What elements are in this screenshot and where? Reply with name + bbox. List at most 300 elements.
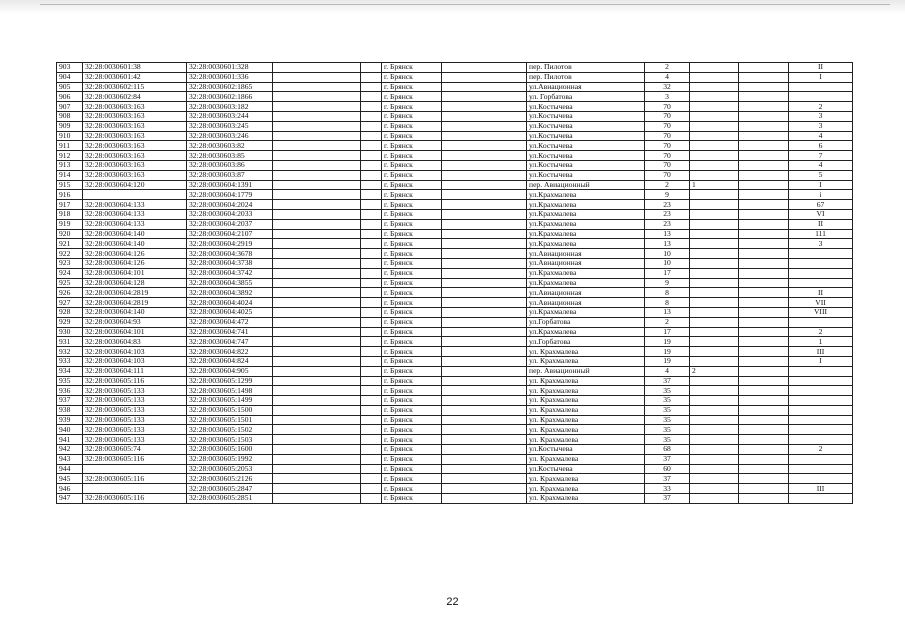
empty-cell [273, 327, 361, 337]
table-row [57, 464, 853, 474]
empty-cell [739, 170, 789, 180]
building-number: 1 [690, 180, 739, 190]
house-number: 8 [645, 288, 690, 298]
table-row [57, 356, 853, 366]
house-number: 35 [645, 396, 690, 406]
street-name: ул. Крахмалева [527, 376, 645, 386]
empty-cell [273, 376, 361, 386]
empty-cell [273, 464, 361, 474]
city-name: г. Брянск [382, 160, 442, 170]
apartment-number: 3 [789, 111, 853, 121]
building-number [690, 111, 739, 121]
house-number: 37 [645, 494, 690, 504]
quarter-number: 32:28:0030601:38 [83, 63, 187, 73]
apartment-number: 2 [789, 102, 853, 112]
city-name: г. Брянск [382, 170, 442, 180]
empty-cell [442, 131, 527, 141]
empty-cell [273, 347, 361, 357]
city-name: г. Брянск [382, 151, 442, 161]
building-number [690, 249, 739, 259]
street-name: ул. Крахмалева [527, 494, 645, 504]
cadastral-number: 32:28:0030604:2033 [187, 209, 273, 219]
apartment-number: 2 [789, 327, 853, 337]
table-row [57, 278, 853, 288]
table-row [57, 317, 853, 327]
house-number: 13 [645, 239, 690, 249]
house-number: 8 [645, 298, 690, 308]
empty-cell [273, 454, 361, 464]
street-name: ул.Крахмалева [527, 268, 645, 278]
house-number: 70 [645, 151, 690, 161]
building-number [690, 454, 739, 464]
row-number: 938 [57, 405, 83, 415]
city-name: г. Брянск [382, 180, 442, 190]
apartment-number: 4 [789, 160, 853, 170]
apartment-number: I [789, 356, 853, 366]
city-name: г. Брянск [382, 249, 442, 259]
house-number: 13 [645, 307, 690, 317]
apartment-number: I [789, 72, 853, 82]
empty-cell [442, 190, 527, 200]
empty-cell [361, 229, 382, 239]
empty-cell [361, 347, 382, 357]
table-row [57, 435, 853, 445]
house-number: 70 [645, 160, 690, 170]
street-name: ул.Горбатова [527, 317, 645, 327]
row-number: 906 [57, 92, 83, 102]
row-number: 940 [57, 425, 83, 435]
table-row [57, 111, 853, 121]
quarter-number: 32:28:0030605:116 [83, 376, 187, 386]
cadastral-number: 32:28:0030603:245 [187, 121, 273, 131]
house-number: 37 [645, 474, 690, 484]
table-row [57, 376, 853, 386]
building-number [690, 121, 739, 131]
empty-cell [273, 141, 361, 151]
empty-cell [739, 474, 789, 484]
cadastral-number: 32:28:0030605:1500 [187, 405, 273, 415]
empty-cell [361, 415, 382, 425]
empty-cell [361, 356, 382, 366]
table-row [57, 405, 853, 415]
empty-cell [739, 327, 789, 337]
apartment-number [789, 474, 853, 484]
row-number: 931 [57, 337, 83, 347]
table-row [57, 327, 853, 337]
street-name: ул.Крахмалева [527, 278, 645, 288]
row-number: 947 [57, 494, 83, 504]
table-row [57, 474, 853, 484]
apartment-number: 6 [789, 141, 853, 151]
house-number: 3 [645, 92, 690, 102]
empty-cell [273, 278, 361, 288]
table-row [57, 484, 853, 494]
row-number: 943 [57, 454, 83, 464]
empty-cell [739, 464, 789, 474]
cadastral-number: 32:28:0030604:2037 [187, 219, 273, 229]
house-number: 68 [645, 445, 690, 455]
cadastral-number: 32:28:0030603:246 [187, 131, 273, 141]
empty-cell [442, 288, 527, 298]
building-number [690, 494, 739, 504]
row-number: 903 [57, 63, 83, 73]
cadastral-number: 32:28:0030601:336 [187, 72, 273, 82]
house-number: 9 [645, 278, 690, 288]
cadastral-number: 32:28:0030604:1391 [187, 180, 273, 190]
empty-cell [273, 63, 361, 73]
street-name: ул.Костычева [527, 464, 645, 474]
city-name: г. Брянск [382, 445, 442, 455]
house-number: 10 [645, 258, 690, 268]
empty-cell [442, 72, 527, 82]
table-row [57, 131, 853, 141]
house-number: 2 [645, 317, 690, 327]
building-number [690, 141, 739, 151]
empty-cell [273, 258, 361, 268]
quarter-number: 32:28:0030604:2819 [83, 288, 187, 298]
empty-cell [273, 229, 361, 239]
apartment-number [789, 278, 853, 288]
apartment-number [789, 494, 853, 504]
cadastral-number: 32:28:0030604:4025 [187, 307, 273, 317]
street-name: ул.Крахмалева [527, 209, 645, 219]
table-row [57, 298, 853, 308]
street-name: ул. Крахмалева [527, 405, 645, 415]
quarter-number: 32:28:0030601:42 [83, 72, 187, 82]
house-number: 60 [645, 464, 690, 474]
building-number [690, 317, 739, 327]
empty-cell [273, 151, 361, 161]
empty-cell [442, 141, 527, 151]
city-name: г. Брянск [382, 474, 442, 484]
row-number: 907 [57, 102, 83, 112]
empty-cell [361, 258, 382, 268]
empty-cell [361, 317, 382, 327]
empty-cell [739, 415, 789, 425]
empty-cell [442, 229, 527, 239]
city-name: г. Брянск [382, 131, 442, 141]
building-number [690, 405, 739, 415]
empty-cell [273, 474, 361, 484]
building-number [690, 72, 739, 82]
quarter-number: 32:28:0030604:126 [83, 249, 187, 259]
table-row [57, 239, 853, 249]
cadastral-number: 32:28:0030604:747 [187, 337, 273, 347]
building-number [690, 386, 739, 396]
empty-cell [442, 160, 527, 170]
empty-cell [442, 464, 527, 474]
quarter-number: 32:28:0030605:133 [83, 415, 187, 425]
empty-cell [442, 415, 527, 425]
empty-cell [442, 219, 527, 229]
empty-cell [273, 366, 361, 376]
cadastral-number: 32:28:0030604:3892 [187, 288, 273, 298]
house-number: 4 [645, 72, 690, 82]
cadastral-number: 32:28:0030605:1299 [187, 376, 273, 386]
empty-cell [361, 209, 382, 219]
empty-cell [273, 102, 361, 112]
cadastral-number: 32:28:0030605:2851 [187, 494, 273, 504]
empty-cell [739, 63, 789, 73]
empty-cell [273, 386, 361, 396]
row-number: 921 [57, 239, 83, 249]
empty-cell [739, 425, 789, 435]
city-name: г. Брянск [382, 366, 442, 376]
empty-cell [442, 121, 527, 131]
building-number [690, 131, 739, 141]
street-name: пер. Авиационный [527, 366, 645, 376]
quarter-number: 32:28:0030604:140 [83, 307, 187, 317]
table-row [57, 268, 853, 278]
quarter-number: 32:28:0030604:101 [83, 268, 187, 278]
quarter-number: 32:28:0030605:133 [83, 425, 187, 435]
page-number: 22 [446, 596, 459, 608]
table-row [57, 121, 853, 131]
empty-cell [739, 258, 789, 268]
row-number: 917 [57, 200, 83, 210]
apartment-number [789, 464, 853, 474]
city-name: г. Брянск [382, 386, 442, 396]
table-row [57, 396, 853, 406]
city-name: г. Брянск [382, 141, 442, 151]
table-row [57, 63, 853, 73]
street-name: ул.Костычева [527, 151, 645, 161]
empty-cell [361, 445, 382, 455]
empty-cell [739, 366, 789, 376]
city-name: г. Брянск [382, 92, 442, 102]
street-name: ул.Авиационная [527, 298, 645, 308]
street-name: ул. Крахмалева [527, 415, 645, 425]
scan-top-edge [0, 0, 905, 14]
empty-cell [273, 200, 361, 210]
empty-cell [739, 151, 789, 161]
empty-cell [273, 405, 361, 415]
apartment-number: III [789, 347, 853, 357]
quarter-number: 32:28:0030605:116 [83, 474, 187, 484]
empty-cell [273, 92, 361, 102]
cadastral-number: 32:28:0030603:85 [187, 151, 273, 161]
empty-cell [273, 82, 361, 92]
row-number: 932 [57, 347, 83, 357]
empty-cell [442, 386, 527, 396]
cadastral-number: 32:28:0030605:1503 [187, 435, 273, 445]
empty-cell [273, 425, 361, 435]
empty-cell [442, 151, 527, 161]
row-number: 914 [57, 170, 83, 180]
cadastral-number: 32:28:0030605:1501 [187, 415, 273, 425]
city-name: г. Брянск [382, 425, 442, 435]
cadastral-number: 32:28:0030604:3855 [187, 278, 273, 288]
street-name: ул.Крахмалева [527, 327, 645, 337]
empty-cell [273, 72, 361, 82]
quarter-number: 32:28:0030605:133 [83, 435, 187, 445]
empty-cell [442, 317, 527, 327]
house-number: 70 [645, 111, 690, 121]
street-name: ул.Костычева [527, 160, 645, 170]
row-number: 933 [57, 356, 83, 366]
empty-cell [739, 307, 789, 317]
street-name: ул. Крахмалева [527, 484, 645, 494]
building-number [690, 445, 739, 455]
empty-cell [739, 337, 789, 347]
empty-cell [739, 356, 789, 366]
empty-cell [442, 298, 527, 308]
quarter-number: 32:28:0030604:93 [83, 317, 187, 327]
row-number: 926 [57, 288, 83, 298]
cadastral-number: 32:28:0030605:2126 [187, 474, 273, 484]
cadastral-number: 32:28:0030605:1600 [187, 445, 273, 455]
empty-cell [361, 278, 382, 288]
street-name: ул.Авиационная [527, 82, 645, 92]
apartment-number: 7 [789, 151, 853, 161]
row-number: 916 [57, 190, 83, 200]
registry-table [56, 62, 853, 504]
table-row [57, 366, 853, 376]
row-number: 922 [57, 249, 83, 259]
apartment-number: III [789, 484, 853, 494]
street-name: ул.Авиационная [527, 288, 645, 298]
empty-cell [273, 415, 361, 425]
registry-table-body [57, 63, 853, 504]
row-number: 935 [57, 376, 83, 386]
apartment-number [789, 268, 853, 278]
street-name: ул.Костычева [527, 131, 645, 141]
apartment-number [789, 405, 853, 415]
empty-cell [739, 102, 789, 112]
table-row [57, 494, 853, 504]
empty-cell [442, 278, 527, 288]
building-number [690, 92, 739, 102]
city-name: г. Брянск [382, 209, 442, 219]
empty-cell [361, 170, 382, 180]
cadastral-number: 32:28:0030604:905 [187, 366, 273, 376]
cadastral-number: 32:28:0030604:472 [187, 317, 273, 327]
row-number: 915 [57, 180, 83, 190]
table-row [57, 180, 853, 190]
empty-cell [361, 366, 382, 376]
empty-cell [273, 190, 361, 200]
empty-cell [442, 200, 527, 210]
city-name: г. Брянск [382, 258, 442, 268]
table-row [57, 209, 853, 219]
table-row [57, 249, 853, 259]
quarter-number: 32:28:0030603:163 [83, 102, 187, 112]
street-name: ул.Авиационная [527, 249, 645, 259]
city-name: г. Брянск [382, 317, 442, 327]
cadastral-number: 32:28:0030602:1865 [187, 82, 273, 92]
city-name: г. Брянск [382, 278, 442, 288]
quarter-number: 32:28:0030604:83 [83, 337, 187, 347]
row-number: 923 [57, 258, 83, 268]
street-name: ул.Костычева [527, 170, 645, 180]
street-name: ул.Авиационная [527, 258, 645, 268]
building-number [690, 396, 739, 406]
quarter-number: 32:28:0030604:103 [83, 356, 187, 366]
quarter-number: 32:28:0030604:126 [83, 258, 187, 268]
empty-cell [361, 435, 382, 445]
house-number: 35 [645, 405, 690, 415]
empty-cell [739, 435, 789, 445]
table-row [57, 102, 853, 112]
city-name: г. Брянск [382, 229, 442, 239]
quarter-number: 32:28:0030603:163 [83, 151, 187, 161]
cadastral-number: 32:28:0030604:3678 [187, 249, 273, 259]
quarter-number: 32:28:0030602:115 [83, 82, 187, 92]
empty-cell [739, 229, 789, 239]
street-name: ул. Крахмалева [527, 347, 645, 357]
building-number [690, 376, 739, 386]
street-name: ул.Костычева [527, 111, 645, 121]
quarter-number: 32:28:0030604:140 [83, 229, 187, 239]
empty-cell [442, 268, 527, 278]
cadastral-number: 32:28:0030603:86 [187, 160, 273, 170]
apartment-number [789, 82, 853, 92]
street-name: ул. Горбатова [527, 92, 645, 102]
empty-cell [739, 239, 789, 249]
cadastral-number: 32:28:0030605:2847 [187, 484, 273, 494]
house-number: 4 [645, 366, 690, 376]
row-number: 919 [57, 219, 83, 229]
apartment-number [789, 92, 853, 102]
street-name: ул.Костычева [527, 102, 645, 112]
empty-cell [273, 484, 361, 494]
city-name: г. Брянск [382, 396, 442, 406]
empty-cell [361, 141, 382, 151]
empty-cell [361, 307, 382, 317]
quarter-number: 32:28:0030605:74 [83, 445, 187, 455]
house-number: 2 [645, 63, 690, 73]
quarter-number: 32:28:0030604:103 [83, 347, 187, 357]
row-number: 944 [57, 464, 83, 474]
empty-cell [273, 268, 361, 278]
building-number [690, 278, 739, 288]
empty-cell [442, 376, 527, 386]
empty-cell [739, 494, 789, 504]
street-name: пер. Авиационный [527, 180, 645, 190]
row-number: 942 [57, 445, 83, 455]
empty-cell [739, 249, 789, 259]
apartment-number: VI [789, 209, 853, 219]
apartment-number [789, 249, 853, 259]
building-number: 2 [690, 366, 739, 376]
cadastral-number: 32:28:0030603:87 [187, 170, 273, 180]
quarter-number [83, 484, 187, 494]
row-number: 910 [57, 131, 83, 141]
empty-cell [442, 82, 527, 92]
building-number [690, 474, 739, 484]
empty-cell [361, 102, 382, 112]
street-name: ул.Крахмалева [527, 229, 645, 239]
quarter-number: 32:28:0030604:133 [83, 219, 187, 229]
house-number: 70 [645, 102, 690, 112]
cadastral-number: 32:28:0030604:822 [187, 347, 273, 357]
city-name: г. Брянск [382, 464, 442, 474]
empty-cell [442, 347, 527, 357]
row-number: 936 [57, 386, 83, 396]
building-number [690, 209, 739, 219]
city-name: г. Брянск [382, 307, 442, 317]
quarter-number [83, 464, 187, 474]
house-number: 2 [645, 180, 690, 190]
cadastral-number: 32:28:0030602:1866 [187, 92, 273, 102]
empty-cell [442, 454, 527, 464]
empty-cell [739, 82, 789, 92]
empty-cell [739, 298, 789, 308]
quarter-number: 32:28:0030604:128 [83, 278, 187, 288]
table-row [57, 415, 853, 425]
building-number [690, 307, 739, 317]
house-number: 19 [645, 356, 690, 366]
